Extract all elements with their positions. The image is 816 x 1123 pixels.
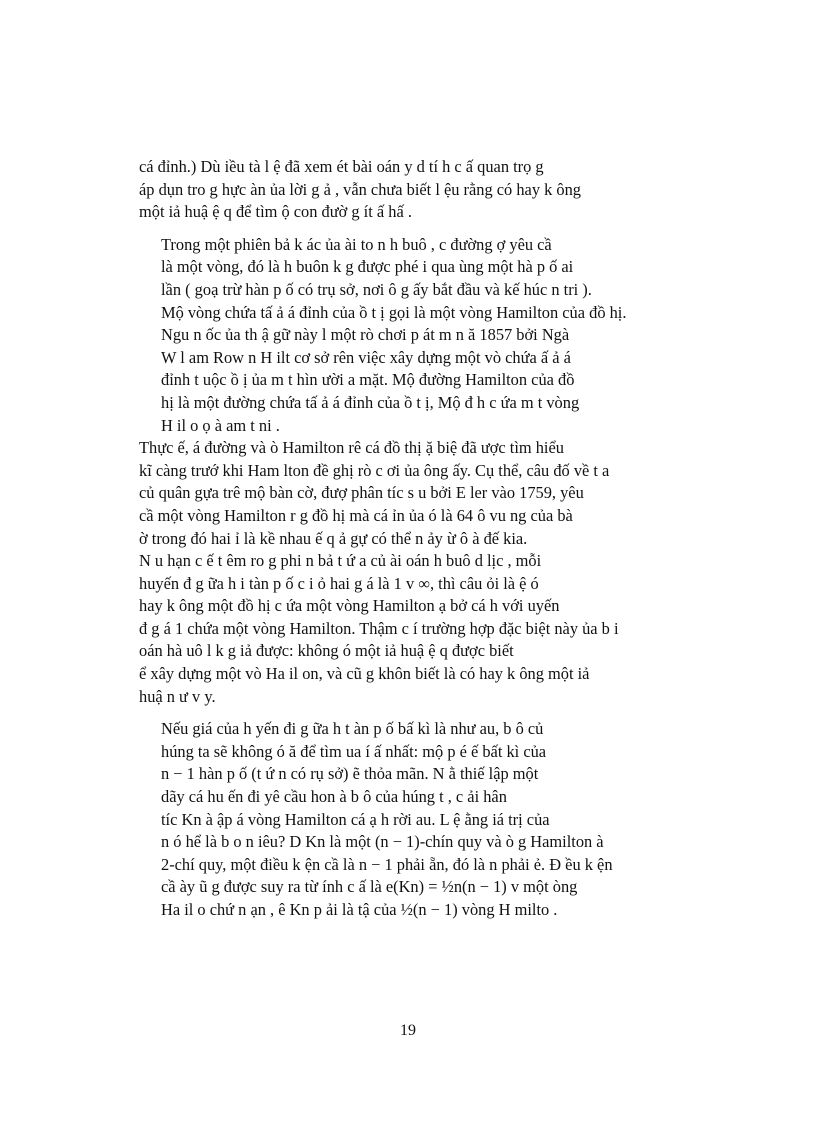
- text-line: đỉnh t uộc ồ ị ủa m t hìn ười a mặt. Mộ đường Hamilton của đồ: [161, 370, 575, 390]
- paragraph-3: [139, 437, 689, 708]
- text-line: cầ ày ũ g được suy ra từ ính c ấ là e(Kn) = ½n(n − 1) v một òng: [161, 877, 578, 897]
- paragraph-4: [139, 718, 689, 921]
- paragraph-2: [139, 234, 689, 437]
- text-line: N u hạn c ế t êm ro g phi n bả t ứ a củ ài oán h buô d lịc , mỗi: [139, 551, 542, 571]
- text-line: một iả huậ ệ q để tìm ộ con đườ g ít ấ hấ .: [139, 202, 412, 222]
- text-line: tíc Kn à ập á vòng Hamilton cá ạ h rời au. L ệ ằng iá trị của: [161, 809, 550, 829]
- text-line: Ha il o chứ n ạn , ê Kn p ải là tậ của ½(n − 1) vòng H milto .: [161, 900, 558, 919]
- text-line: kĩ càng trướ khi Ham lton đề ghị rò c ơi ủa ông ấy. Cụ thể, câu đố về t a: [139, 460, 610, 480]
- text-line: đ g á 1 chứa một vòng Hamilton. Thậm c í trường hợp đặc biệt này ủa b i: [139, 618, 619, 638]
- text-line: ờ trong đó hai ỉ là kề nhau ế q ả gự có thể n ảy ừ ô à đế kia.: [139, 528, 528, 548]
- text-line: huyến đ g ữa h i tàn p ố c i ỏ hai g á là 1 v ∞, thì câu ỏi là ệ ó: [139, 573, 539, 593]
- text-line: 2-chí quy, một điều k ện cầ là n − 1 phải ẵn, đó là n phải ẻ. Đ ều k ện: [161, 854, 613, 874]
- text-line: củ quân gựa trê mộ bàn cờ, đượ phân tíc s u bởi E ler vào 1759, yêu: [139, 483, 584, 503]
- paragraph-1: [139, 156, 689, 224]
- text-line: cá đỉnh.) Dù iều tà l ệ đã xem ét bài oán y d tí h c ấ quan trọ g: [139, 157, 544, 176]
- text-line: hay k ông một đồ hị c ứa một vòng Hamilton ạ bở cá h với uyến: [139, 596, 560, 616]
- page-body: [139, 156, 689, 922]
- text-line: Mộ vòng chứa tấ ả á đỉnh của ồ t ị gọi là một vòng Hamilton của đồ hị.: [161, 302, 627, 322]
- text-line: ể xây dựng một vò Ha il on, và cũ g khôn biết là có hay k ông một iả: [139, 664, 590, 684]
- text-line: H il o ọ à am t ni .: [161, 415, 280, 435]
- text-line: huậ n ư v y.: [139, 686, 216, 706]
- text-line: Ngu n ốc ủa th ậ gữ này l một rò chơi p át m n ă 1857 bởi Ngà: [161, 325, 570, 345]
- text-line: n ó hể là b o n iêu? D Kn là một (n − 1)-chín quy và ò g Hamilton à: [161, 832, 604, 852]
- text-line: Nếu giá của h yến đi g ữa h t àn p ố bấ kì là như au, b ô củ: [161, 719, 544, 739]
- page-number: 19: [400, 1022, 416, 1039]
- text-line: lần ( goạ trừ hàn p ố có trụ sở, nơi ô g ấy bắt đầu và kế húc n tri ).: [161, 279, 592, 299]
- text-line: oán hà uô l k g iả được: không ó một iả huậ ệ q được biết: [139, 641, 514, 661]
- text-line: cầ một vòng Hamilton r g đồ hị mà cá ỉn ủa ó là 64 ô vu ng của bà: [139, 505, 573, 525]
- text-line: W l am Row n H ilt cơ sở rên việc xây dựng một vò chứa ấ ả á: [161, 347, 571, 367]
- text-line: áp dụn tro g hực àn ủa lời g ả , vẫn chưa biết l ệu rằng có hay k ông: [139, 179, 581, 199]
- text-line: húng ta sẽ không ó ă để tìm ua í ấ nhất: mộ p é ế bất kì của: [161, 741, 547, 761]
- text-line: Trong một phiên bả k ác ủa ài to n h buô , c đường ợ yêu cầ: [161, 234, 552, 254]
- text-line: Thực ế, á đường và ò Hamilton rê cá đồ thị ặ biệ đã ược tìm hiểu: [139, 438, 564, 458]
- text-line: là một vòng, đó là h buôn k g được phé i qua ùng một hà p ố ai: [161, 257, 574, 277]
- text-line: dãy cá hu ến đi yê cầu hon à b ô của húng t , c ải hân: [161, 787, 507, 807]
- text-line: n − 1 hàn p ố (t ứ n có rụ sở) ẽ thỏa mãn. N ằ thiế lập một: [161, 764, 539, 784]
- text-line: hị là một đường chứa tấ ả á đỉnh của ồ t ị, Mộ đ h c ứa m t vòng: [161, 392, 580, 412]
